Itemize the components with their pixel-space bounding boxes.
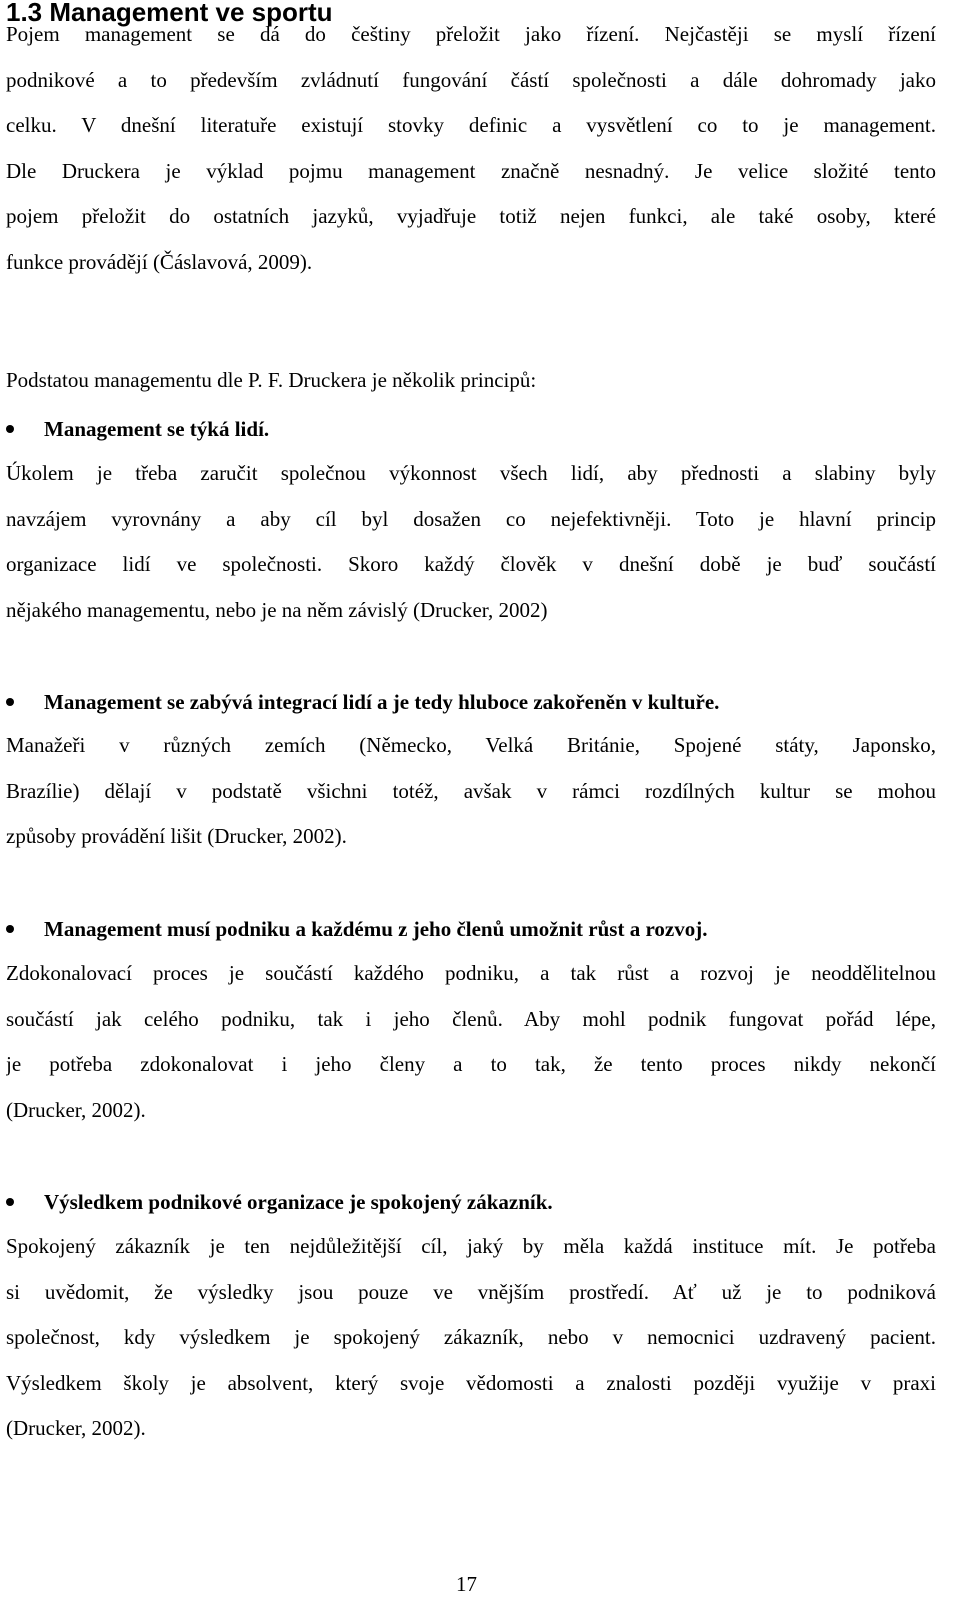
text-line: Zdokonalovací proces je součástí každého podniku, a tak růst a rozvoj je neoddělitelnou <box>6 961 936 985</box>
text-line: podnikové a to především zvládnutí fungování částí společnosti a dále dohromady jako <box>6 67 936 92</box>
section-heading: 1.3 Management ve sportu <box>6 0 333 27</box>
text-line: celku. V dnešní literatuře existují stovky definic a vysvětlení co to je management. <box>6 113 936 137</box>
page-number: 17 <box>456 1572 477 1596</box>
bullet-icon <box>6 698 14 706</box>
text-line: Manažeři v různých zemích (Německo, Velká Británie, Spojené státy, Japonsko, <box>6 733 936 757</box>
text-line: navzájem vyrovnány a aby cíl byl dosažen co nejefektivněji. Toto je hlavní princip <box>6 506 936 531</box>
text-line: Úkolem je třeba zaručit společnou výkonnost všech lidí, aby přednosti a slabiny byly <box>6 461 936 485</box>
text-line: funkce provádějí (Čáslavová, 2009). <box>6 249 313 274</box>
bullet-icon <box>6 925 14 933</box>
principle-title: Management musí podniku a každému z jeho členů umožnit růst a rozvoj. <box>44 917 708 941</box>
text-line: Spokojený zákazník je ten nejdůležitější cíl, jaký by měla každá instituce mít. Je potřeba <box>6 1234 936 1258</box>
text-line: Podstatou managementu dle P. F. Druckera je několik principů: <box>6 368 537 392</box>
text-line: Výsledkem školy je absolvent, který svoje vědomosti a znalosti později využije v praxi <box>6 1370 936 1395</box>
principle-title: Management se zabývá integrací lidí a je tedy hluboce zakořeněn v kultuře. <box>44 690 720 714</box>
bullet-icon <box>6 425 14 433</box>
principle-title: Management se týká lidí. <box>44 417 270 441</box>
text-line: Dle Druckera je výklad pojmu management značně nesnadný. Je velice složité tento <box>6 158 936 183</box>
text-line: způsoby provádění lišit (Drucker, 2002). <box>6 824 347 848</box>
text-line: Brazílie) dělají v podstatě všichni totéž, avšak v rámci rozdílných kultur se mohou <box>6 778 936 803</box>
principle-1-body <box>6 451 936 633</box>
intro-paragraph <box>6 12 936 285</box>
text-line: (Drucker, 2002). <box>6 1097 146 1122</box>
text-line: organizace lidí ve společnosti. Skoro každý člověk v dnešní době je buď součástí <box>6 552 936 576</box>
text-line: Pojem management se dá do češtiny přeložit jako řízení. Nejčastěji se myslí řízení <box>6 22 936 46</box>
text-line: součástí jak celého podniku, tak i jeho členů. Aby mohl podnik fungovat pořád lépe, <box>6 1006 936 1031</box>
principle-3-body <box>6 951 936 1133</box>
principle-4-body <box>6 1224 936 1452</box>
text-line: je potřeba zdokonalovat i jeho členy a to tak, že tento proces nikdy nekončí <box>6 1052 936 1076</box>
text-line: si uvědomit, že výsledky jsou pouze ve vnějším prostředí. Ať už je to podniková <box>6 1279 936 1304</box>
text-line: (Drucker, 2002). <box>6 1416 146 1440</box>
text-line: nějakého managementu, nebo je na něm závislý (Drucker, 2002) <box>6 597 548 622</box>
principle-2-body <box>6 723 936 860</box>
principles-intro <box>6 358 936 404</box>
bullet-icon <box>6 1198 14 1206</box>
text-line: společnost, kdy výsledkem je spokojený zákazník, nebo v nemocnici uzdravený pacient. <box>6 1325 936 1349</box>
principle-title: Výsledkem podnikové organizace je spokojený zákazník. <box>44 1190 553 1214</box>
text-line: pojem přeložit do ostatních jazyků, vyjadřuje totiž nejen funkci, ale také osoby, které <box>6 204 936 228</box>
